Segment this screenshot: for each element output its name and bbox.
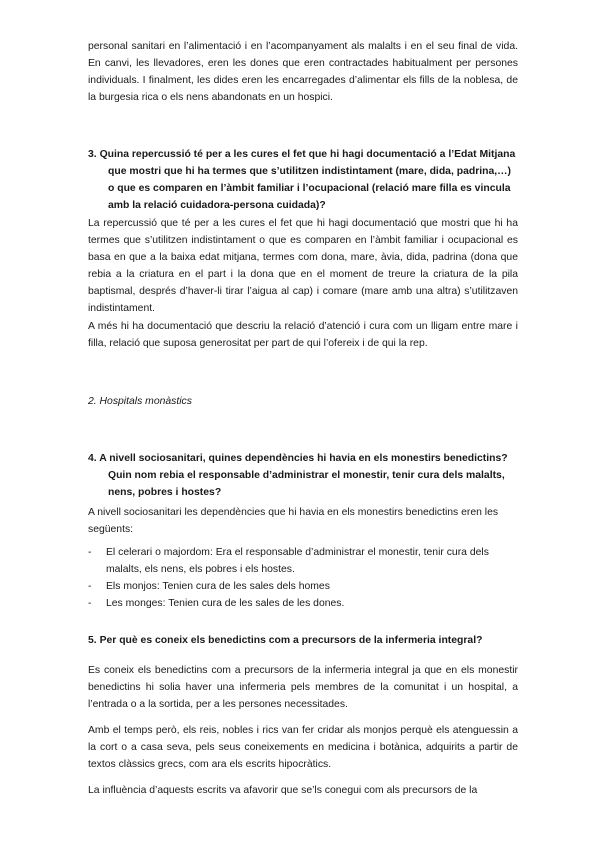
dependencies-list [90,544,518,612]
answer-5-paragraph-1: Es coneix els benedictins com a precursors de la infermeria integral ja que en els monestir benedictins hi solia haver una infermeria pels membres de la comunitat i un hospital, a l’entrada o a la sortida, per a les persones necessitades. [88,665,518,710]
question-3-text: Quina repercussió té per a les cures el fet que hi hagi documentació a l’Edat Mitjana que mostri que hi ha termes que s’utilitzen indistintament (mare, dida, padrina,…) o que es comparen en l’àmbit familiar i l’ocupacional (relació mare filla es vincula amb la relació cuidadora-persona cuidada)? [99,149,516,211]
answer-3-paragraph-1: La repercussió que té per a les cures el fet que hi hagi documentació que mostri que hi ha termes que s’utilitzen indistintament o que es comparen en l’àmbit familiar i ocupacional es basa en que a la baixa edat mitjana, termes com dona, mare, àvia, dida, padrina (dona que rebia a la criatura en el part i la dona que en el moment de treure la criatura de la pila baptismal, després d’haver-li tirar l’aigua al cap) i comare (mare amb una altra) s’utilitzaven indistintament. [88,218,518,314]
question-4-number: 4. [88,453,97,464]
answer-3-paragraph-2: A més hi ha documentació que descriu la relació d’atenció i cura com un lligam entre mare i filla, relació que suposa generositat per part de qui l’ofereix i de qui la rep. [88,321,518,349]
question-4-text: A nivell sociosanitari, quines dependències hi havia en els monestirs benedictins? Quin nom rebia el responsable d’administrar el monestir, tenir cura dels malalts, nens, pobres i hostes? [99,453,508,498]
question-5-text: Per què es coneix els benedictins com a precursors de la infermeria integral? [99,635,483,646]
list-bullet: - [88,598,92,609]
list-item: - Les monges: Tenien cura de les sales de les dones. [90,595,518,612]
list-item: - El celerari o majordom: Era el responsable d’administrar el monestir, tenir cura dels malalts, els nens, els pobres i els hostes. [90,544,518,578]
list-bullet: - [88,581,92,592]
question-5 [88,632,518,649]
list-item: - Els monjos: Tenien cura de les sales dels homes [90,578,518,595]
paragraph-intro: personal sanitari en l’alimentació i en l’acompanyament als malalts i en el seu final de vida. En canvi, les llevadores, eren les dones que eren contractades habitualment per persones individuals. I finalment, les dides eren les encarregades d’alimentar els fills de la noblesa, de la burgesia rica o els nens abandonats en un hospici. [88,41,518,103]
question-3 [88,146,518,214]
question-4 [88,450,518,501]
answer-5-paragraph-3: La influència d’aquests escrits va afavorir que se’ls conegui com als precursors de la [88,785,478,796]
question-5-number: 5. [88,635,97,646]
list-bullet: - [88,547,92,558]
answer-4-intro: A nivell sociosanitari les dependències que hi havia en els monestirs benedictins eren les següents: [88,507,499,535]
section-heading-hospitals: 2. Hospitals monàstics [88,396,192,407]
answer-5-paragraph-2: Amb el temps però, els reis, nobles i rics van fer cridar als monjos perquè els atenguessin a la cort o a casa seva, pels seus coneixements en medicina i botànica, adquirits a partir de textos clàssics grecs, com ara els escrits hipocràtics. [88,725,518,770]
question-3-number: 3. [88,149,97,160]
